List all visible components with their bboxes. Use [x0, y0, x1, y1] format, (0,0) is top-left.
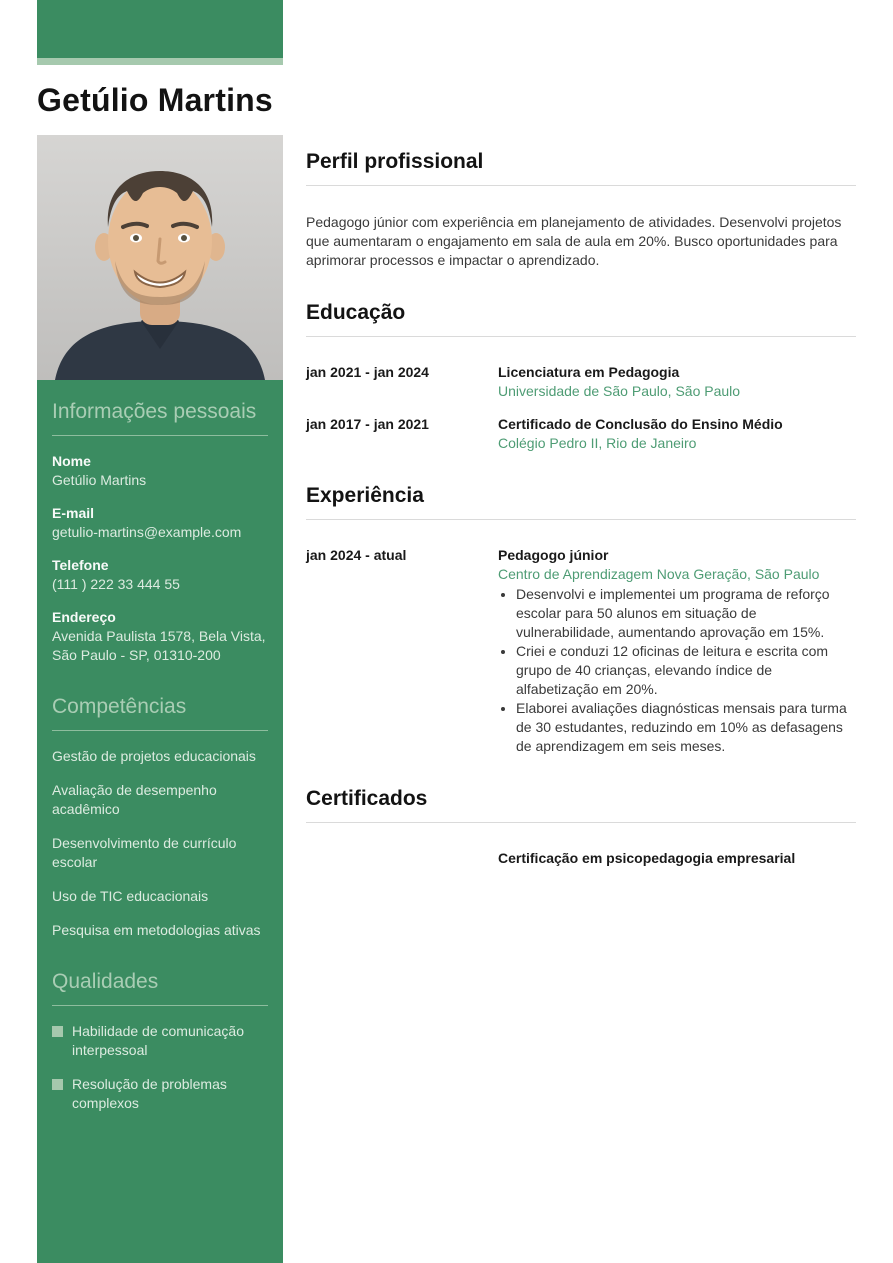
education-institution: Colégio Pedro II, Rio de Janeiro	[498, 435, 697, 451]
main-content	[306, 150, 856, 899]
qualities-heading: Qualidades	[52, 968, 268, 1006]
experience-entry	[498, 546, 856, 756]
experience-bullet-list	[498, 585, 856, 756]
certificate-name: Certificação em psicopedagogia empresarial	[498, 850, 796, 866]
experience-heading: Experiência	[306, 484, 856, 520]
quality-item-label: Habilidade de comunicação interpessoal	[72, 1023, 244, 1058]
education-period: jan 2021 - jan 2024	[306, 364, 429, 380]
experience-company: Centro de Aprendizagem Nova Geração, São Paulo	[498, 566, 820, 582]
education-institution: Universidade de São Paulo, São Paulo	[498, 383, 741, 399]
quality-item	[52, 1022, 268, 1060]
education-degree: Licenciatura em Pedagogia	[498, 364, 680, 380]
candidate-name: Getúlio Martins	[37, 82, 273, 118]
experience-entries	[306, 546, 856, 756]
field-email-label: E-mail	[52, 505, 95, 521]
field-phone-value: (111 ) 222 33 444 55	[52, 576, 180, 592]
field-name	[52, 452, 268, 490]
certificate-entry	[498, 849, 856, 868]
header-light-strip	[37, 58, 283, 65]
sidebar	[37, 380, 283, 1263]
certificate-period-empty	[306, 849, 498, 868]
field-address-label: Endereço	[52, 609, 116, 625]
square-bullet-icon	[52, 1079, 63, 1090]
header-green-block	[37, 0, 283, 58]
profile-heading: Perfil profissional	[306, 150, 856, 186]
education-entry	[498, 363, 856, 401]
quality-item-label: Resolução de problemas complexos	[72, 1076, 227, 1111]
personal-info-heading: Informações pessoais	[52, 398, 268, 436]
education-degree: Certificado de Conclusão do Ensino Médio	[498, 416, 783, 432]
competencies-section	[52, 693, 268, 940]
skill-item: Pesquisa em metodologias ativas	[52, 922, 261, 938]
profile-section	[306, 150, 856, 270]
experience-bullet: • Criei e conduzi 12 oficinas de leitura e escrita com grupo de 40 crianças, elevando índice de alfabetização em 20%.	[516, 642, 856, 699]
field-email	[52, 504, 268, 542]
experience-bullet: • Elaborei avaliações diagnósticas mensais para turma de 30 estudantes, reduzindo em 10% as defasagens de aprendizagem em seis meses.	[516, 699, 856, 756]
experience-bullet: • Desenvolvi e implementei um programa de reforço escolar para 50 alunos em situação de vulnerabilidade, aumentando aprovação em 15%.	[516, 585, 856, 642]
field-phone	[52, 556, 268, 594]
field-address	[52, 608, 268, 665]
quality-item	[52, 1075, 268, 1113]
experience-section	[306, 484, 856, 756]
experience-role: Pedagogo júnior	[498, 547, 609, 563]
profile-photo-illustration	[37, 135, 283, 380]
field-name-label: Nome	[52, 453, 91, 469]
skill-item: Uso de TIC educacionais	[52, 888, 209, 904]
education-period: jan 2017 - jan 2021	[306, 416, 429, 432]
education-section	[306, 301, 856, 453]
education-entry	[498, 415, 856, 453]
qualities-section	[52, 968, 268, 1113]
education-entries	[306, 363, 856, 453]
certificate-entries	[306, 849, 856, 868]
experience-period: jan 2024 - atual	[306, 547, 407, 563]
profile-text: Pedagogo júnior com experiência em planejamento de atividades. Desenvolvi projetos que aumentaram o engajamento em sala de aula em 20%. Busco oportunidades para aprimorar processos e impactar o aprendizado.	[306, 214, 842, 268]
skill-item: Desenvolvimento de currículo escolar	[52, 835, 237, 870]
profile-photo	[37, 135, 283, 380]
field-address-value: Avenida Paulista 1578, Bela Vista, São Paulo - SP, 01310-200	[52, 628, 266, 663]
competencies-heading: Competências	[52, 693, 268, 731]
field-email-value: getulio-martins@example.com	[52, 524, 242, 540]
certificates-heading: Certificados	[306, 787, 856, 823]
square-bullet-icon	[52, 1026, 63, 1037]
field-name-value: Getúlio Martins	[52, 472, 147, 488]
skill-item: Avaliação de desempenho acadêmico	[52, 782, 217, 817]
personal-info-section	[52, 398, 268, 665]
education-heading: Educação	[306, 301, 856, 337]
certificates-section	[306, 787, 856, 868]
skill-item: Gestão de projetos educacionais	[52, 748, 256, 764]
field-phone-label: Telefone	[52, 557, 109, 573]
